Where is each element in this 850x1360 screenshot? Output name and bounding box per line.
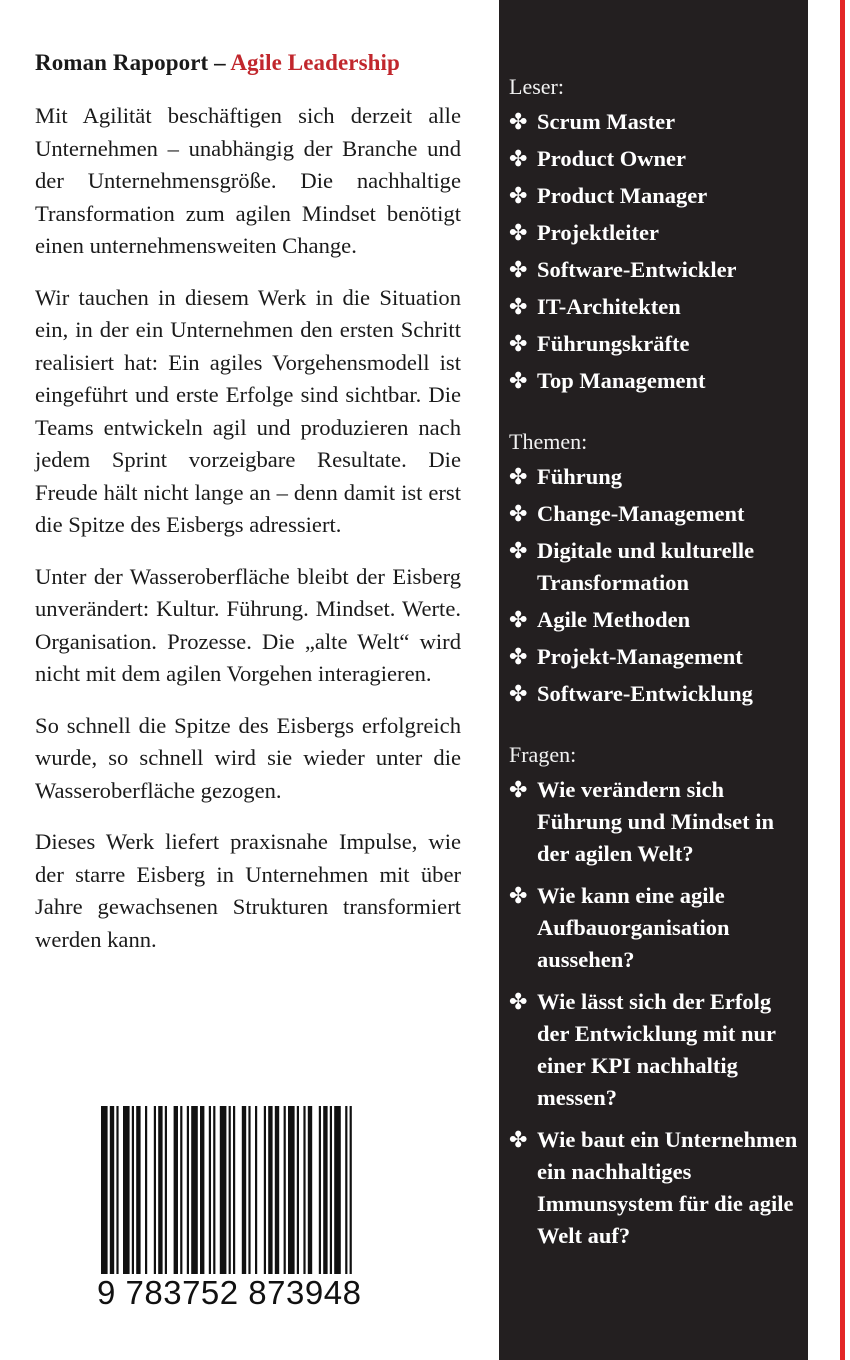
reader-item xyxy=(509,180,805,212)
reader-item xyxy=(509,217,805,249)
topic-item xyxy=(509,498,805,530)
topic-item xyxy=(509,678,805,710)
blurb-paragraph-4: So schnell die Spitze des Eisbergs erfolgreich wurde, so schnell wird sie wieder unter die Wasseroberfläche gezogen. xyxy=(35,712,461,803)
cross-ornament-icon: ✤ xyxy=(509,257,528,282)
cross-ornament-icon: ✤ xyxy=(509,464,528,489)
topic-item-label: Software-Entwicklung xyxy=(537,681,753,706)
topic-item-label: Agile Methoden xyxy=(537,607,691,632)
question-item-label: Wie kann eine agile Aufbauorganisation aussehen? xyxy=(537,883,730,972)
cross-ornament-icon: ✤ xyxy=(509,681,528,706)
cross-ornament-icon: ✤ xyxy=(509,368,528,393)
blurb-paragraph-3: Unter der Wasseroberfläche bleibt der Eisberg unverändert: Kultur. Führung. Mindset. Werte. Organisation. Prozesse. Die „alte Welt“ wird nicht mit dem agilen Vorgehen interagieren. xyxy=(35,563,461,686)
topic-item xyxy=(509,641,805,673)
questions-heading: Fragen: xyxy=(509,742,577,767)
topics-list xyxy=(509,461,805,710)
cross-ornament-icon: ✤ xyxy=(509,538,528,563)
blurb-paragraph-1: Mit Agilität beschäftigen sich derzeit alle Unternehmen – unabhängig der Branche und der Unternehmensgröße. Die nachhaltige Transformation zum agilen Mindset benötigt einen unternehmensweiten Change. xyxy=(35,103,461,258)
blurb-paragraph-5: Dieses Werk liefert praxisnahe Impulse, wie der starre Eisberg in Unternehmen mit über Jahre gewachsenen Strukturen transformiert werden kann. xyxy=(35,829,461,952)
cross-ornament-icon: ✤ xyxy=(509,146,528,171)
reader-item-label: Product Manager xyxy=(537,183,708,208)
questions-list xyxy=(509,774,805,1252)
reader-item xyxy=(509,254,805,286)
reader-item-label: Projektleiter xyxy=(537,220,660,245)
question-item xyxy=(509,1124,805,1252)
reader-item xyxy=(509,143,805,175)
cross-ornament-icon: ✤ xyxy=(509,501,528,526)
author-title-header xyxy=(35,50,461,76)
cross-ornament-icon: ✤ xyxy=(509,883,528,908)
topic-item-label: Führung xyxy=(537,464,623,489)
reader-item xyxy=(509,328,805,360)
cross-ornament-icon: ✤ xyxy=(509,777,528,802)
reader-item xyxy=(509,291,805,323)
cross-ornament-icon: ✤ xyxy=(509,331,528,356)
questions-section xyxy=(509,740,805,1252)
reader-item-label: Product Owner xyxy=(537,146,686,171)
book-title: Agile Leadership xyxy=(230,50,400,75)
topic-item-label: Projekt-Management xyxy=(537,644,743,669)
reader-item-label: Top Management xyxy=(537,368,706,393)
isbn-digits: 9 783752 873948 xyxy=(97,1274,362,1311)
question-item-label: Wie lässt sich der Erfolg der Entwicklung mit nur einer KPI nachhaltig messen? xyxy=(537,989,776,1110)
question-item xyxy=(509,880,805,976)
reader-item-label: Scrum Master xyxy=(537,109,676,134)
cross-ornament-icon: ✤ xyxy=(509,1127,528,1152)
readers-list xyxy=(509,106,805,397)
reader-item-label: IT-Architekten xyxy=(537,294,681,319)
cross-ornament-icon: ✤ xyxy=(509,294,528,319)
cross-ornament-icon: ✤ xyxy=(509,607,528,632)
reader-item-label: Führungskräfte xyxy=(537,331,690,356)
question-item xyxy=(509,986,805,1114)
isbn-barcode xyxy=(97,1106,362,1321)
topics-heading: Themen: xyxy=(509,429,588,454)
question-item xyxy=(509,774,805,870)
readers-heading: Leser: xyxy=(509,74,564,99)
question-item-label: Wie baut ein Unternehmen ein nachhaltiges Immunsystem für die agile Welt auf? xyxy=(537,1127,798,1248)
question-item-label: Wie verändern sich Führung und Mindset in der agilen Welt? xyxy=(537,777,774,866)
reader-item xyxy=(509,365,805,397)
reader-item-label: Software-Entwickler xyxy=(537,257,737,282)
cross-ornament-icon: ✤ xyxy=(509,109,528,134)
topic-item-label: Digitale und kulturelle Transformation xyxy=(537,538,755,595)
readers-section xyxy=(509,72,805,397)
back-cover-text-column xyxy=(35,50,461,975)
blurb-paragraph-2: Wir tauchen in diesem Werk in die Situation ein, in der ein Unternehmen den ersten Schritt realisiert hat: Ein agiles Vorgehensmodell ist eingeführt und erste Erfolge sind sichtbar. Die Teams entwickeln agil und produzieren nach jedem Sprint vorzeigbare Resultate. Die Freude hält nicht lange an – denn damit ist erst die Spitze des Eisbergs adressiert. xyxy=(35,284,461,537)
cross-ornament-icon: ✤ xyxy=(509,644,528,669)
topics-section xyxy=(509,427,805,710)
edge-red-line xyxy=(840,0,845,1360)
cross-ornament-icon: ✤ xyxy=(509,989,528,1014)
cross-ornament-icon: ✤ xyxy=(509,220,528,245)
info-sidebar-panel xyxy=(499,0,808,1360)
author-name: Roman Rapoport xyxy=(35,50,209,75)
topic-item xyxy=(509,461,805,493)
topic-item-label: Change-Management xyxy=(537,501,745,526)
topic-item xyxy=(509,604,805,636)
barcode-bars xyxy=(97,1106,362,1278)
topic-item xyxy=(509,535,805,599)
reader-item xyxy=(509,106,805,138)
cross-ornament-icon: ✤ xyxy=(509,183,528,208)
header-separator: – xyxy=(208,50,231,75)
